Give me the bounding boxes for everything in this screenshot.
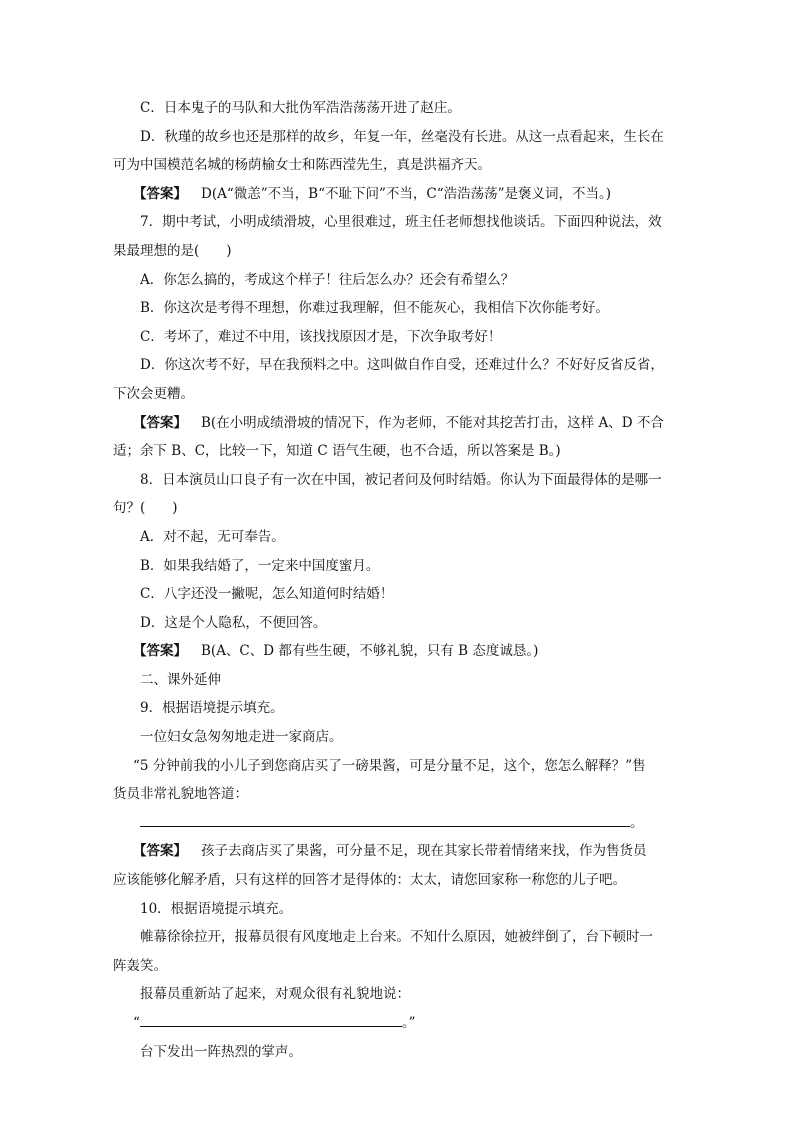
answer-9-line1 bbox=[113, 837, 681, 866]
question-7-line2: 果最理想的是( ) bbox=[113, 242, 232, 259]
question-8-option-b: B．如果我结婚了，一定来中国度蜜月。 bbox=[140, 557, 380, 574]
answer-label: 【答案】 bbox=[133, 643, 187, 660]
answer-label: 【答案】 bbox=[133, 414, 187, 431]
question-8-option-d: D．这是个人隐私，不便回答。 bbox=[140, 614, 327, 631]
option-d-qiujin-line2: 可为中国模范名城的杨荫榆女士和陈西滢先生，真是洪福齐天。 bbox=[113, 157, 491, 174]
question-8-option-c: C．八字还没一撇呢，怎么知道何时结婚！ bbox=[140, 586, 394, 603]
question-10-context-2: 报幕员重新站了起来，对观众很有礼貌地说： bbox=[140, 986, 410, 1003]
fill-in-blank[interactable] bbox=[140, 1010, 402, 1027]
question-9-context-2-line2: 货员非常礼貌地答道： bbox=[113, 786, 248, 803]
question-9-answer-line bbox=[113, 809, 681, 838]
option-d-qiujin-line1: D．秋瑾的故乡也还是那样的故乡，年复一年，丝毫没有长进。从这一点看起来，生长在 bbox=[140, 128, 664, 145]
answer-text: B(在小明成绩滑坡的情况下，作为老师，不能对其挖苦打击，这样 A、D 不合 bbox=[201, 414, 664, 431]
answer-text: 孩子去商店买了果酱，可分量不足，现在其家长带着情绪来找，作为售货员 bbox=[201, 843, 647, 860]
section-heading: 二、课外延伸 bbox=[140, 671, 221, 688]
question-9-context-2-line1: “5 分钟前我的小儿子到您商店买了一磅果酱，可是分量不足，这个，您怎么解释？”售 bbox=[133, 757, 646, 774]
question-7-option-a: A．你怎么搞的，考成这个样子！往后怎么办？还会有希望么？ bbox=[140, 271, 515, 288]
answer-text: B(A、C、D 都有些生硬，不够礼貌，只有 B 态度诚恳。) bbox=[201, 643, 539, 660]
answer-7-line1 bbox=[113, 409, 681, 438]
question-8-line2: 句？( ) bbox=[113, 500, 178, 517]
question-10-context-1-line2: 阵轰笑。 bbox=[113, 957, 167, 974]
answer-6 bbox=[113, 180, 681, 209]
quote-open: “ bbox=[133, 1015, 140, 1031]
question-7-option-d-line2: 下次会更糟。 bbox=[113, 385, 194, 402]
question-7-option-c: C．考坏了，难过不中用，该找找原因才是，下次争取考好！ bbox=[140, 328, 502, 345]
answer-text: D(A“微恙”不当，B“不耻下问”不当，C“浩浩荡荡”是褒义词，不当。) bbox=[201, 185, 612, 202]
question-7-option-b: B．你这次是考得不理想，你难过我理解，但不能灰心，我相信下次你能考好。 bbox=[140, 300, 609, 317]
answer-label: 【答案】 bbox=[133, 843, 187, 860]
question-8-line1: 8．日本演员山口良子有一次在中国，被记者问及何时结婚。你认为下面最得体的是哪一 bbox=[140, 471, 662, 488]
answer-label: 【答案】 bbox=[133, 185, 187, 202]
quote-close: 。” bbox=[401, 1015, 416, 1031]
question-10-context-1-line1: 帷幕徐徐拉开，报幕员很有风度地走上台来。不知什么原因，她被绊倒了，台下顿时一 bbox=[140, 929, 653, 946]
option-c-zhaozhuang: C．日本鬼子的马队和大批伪军浩浩荡荡开进了赵庄。 bbox=[140, 100, 461, 116]
answer-8 bbox=[113, 637, 681, 666]
question-9: 9．根据语境提示填充。 bbox=[140, 700, 284, 717]
question-10-context-3: 台下发出一阵热烈的掌声。 bbox=[140, 1043, 302, 1060]
answer-7-line2: 适；余下 B、C，比较一下，知道 C 语气生硬，也不合适，所以答案是 B。) bbox=[113, 443, 561, 460]
question-10: 10．根据语境提示填充。 bbox=[140, 900, 293, 917]
question-8-option-a: A．对不起，无可奉告。 bbox=[140, 528, 285, 545]
document-page bbox=[113, 94, 681, 1066]
question-10-answer-line bbox=[113, 1009, 681, 1038]
fill-in-blank[interactable] bbox=[140, 810, 630, 827]
blank-period: 。 bbox=[630, 814, 644, 831]
answer-9-line2: 应该能够化解矛盾，只有这样的回答才是得体的：太太，请您回家称一称您的儿子吧。 bbox=[113, 872, 626, 889]
question-7-option-d-line1: D．你这次考不好，早在我预料之中。这叫做自作自受，还难过什么？不好好反省反省， bbox=[140, 357, 664, 374]
question-9-context-1: 一位妇女急匆匆地走进一家商店。 bbox=[140, 729, 343, 746]
question-7-line1: 7．期中考试，小明成绩滑坡，心里很难过，班主任老师想找他谈话。下面四种说法，效 bbox=[140, 214, 662, 231]
